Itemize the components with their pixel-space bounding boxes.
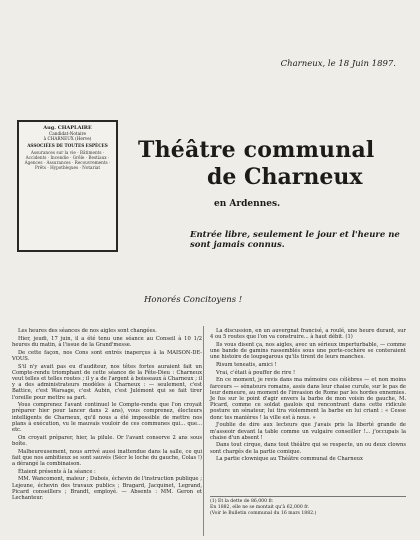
paragraph: Dans tout cirque, dans tout théâtre qui se respecte, un ou deux clowns sont chargés de la partie comique. (210, 442, 406, 455)
paragraph: Hier, jeudi, 17 juin, il a été tenu une séance au Conseil à 10 1/2 heures du matin, à l'issue de la Grand'messe. (12, 335, 202, 348)
title-line-2: de Charneux (207, 164, 363, 190)
column-divider (203, 326, 204, 536)
right-column (210, 328, 406, 464)
paragraph: Ils vous disent ça, nos aigles, avec un sérieux imperturbable, — comme une bande de gamins rassemblés sous une porte-cochère se conteraient une histoire de loupsgarous qu'ils tirent de leurs manches. (210, 341, 406, 361)
paragraph: Risum teneatis, amici ! (216, 362, 277, 369)
paragraph: Vous comprenez l'avant continuel le Compte-rendu que l'on croyait préparer hier pour lancer dans 2 ans), vous comprenez, électeurs intelligents de Charneux, qu'il nous a été impossible de mettre nos plans à exécution, vu le mauvais vouloir de ces communes qui... que... etc. (12, 402, 202, 434)
paragraph: MM. Wancomont, maïeur ; Dubois, échevin de l'instruction publique ; Lejeune, échevin des travaux publics ; Bragard, Jacquinet, Legrand, Picard conseillers ; Brandt, employé. — Absents : MM. Geron et Lechanteur. (12, 476, 202, 502)
greeting: Honorés Concitoyens ! (144, 295, 243, 305)
title-line-1: Théâtre communal (138, 137, 375, 163)
paragraph: La discussion, en un auvergnat francisé, a roulé, une heure durant, sur 4 ou 5 routes que l'on va construire... à haut débit. (1) (210, 328, 406, 341)
paragraph: La partie clownique au Théâtre communal de Charneux (216, 456, 363, 463)
title-subtitle: en Ardennes. (214, 199, 281, 209)
footnote: (1) Et la dette de 86,000 fr. (210, 499, 274, 504)
advertisement-box (17, 120, 118, 252)
footnote: (Voir le Bulletin communal du 16 mars 1882.) (210, 510, 317, 516)
ad-name: Aug. CHAPLAIRE (43, 125, 92, 131)
paragraph: J'oublie de dire aux lecteurs que j'avais pris la liberté grande de m'asseoir devant la table comme un vulgaire conseiller !... j'occupais la chaise d'un absent ! (210, 422, 406, 441)
paragraph: Vrai, c'était à pouffer de rire ! (216, 369, 296, 376)
ad-body: Assurances sur la vie · Bâtiments · Accidents · Incendie · Grêle · Bestiaux · Agences · Assurances · Recouvrements · Prêts · Hypothèques · Notariat (24, 150, 111, 170)
paragraph: Les heures des séances de nos aigles sont changées. (18, 328, 157, 334)
paragraph: Malheureusement, nous arrivé aussi inattendue dans la salle, ce qui fait que nos ambitieux se sont sauvés (Sécr le loche du gauche, Colas !) a dérangé la combinaison. (12, 448, 202, 468)
footnote: En 1882, elle ne se montait qu'à 62,000 fr. (210, 504, 310, 510)
left-column (12, 328, 202, 503)
title-lead: Entrée libre, seulement le jour et l'heure ne sont jamais connus. (190, 230, 400, 250)
ad-subtitle: Candidat-Notaire (49, 131, 86, 136)
paragraph: On croyait préparer, hier, la pilule. Or l'avant conserve 2 ans sous boîte. (12, 434, 202, 447)
dateline: Charneux, le 18 Juin 1897. (280, 59, 396, 69)
ad-heading: ASSOCIÉES DE TOUTES ESPÈCES (27, 143, 108, 148)
footnotes (210, 496, 406, 516)
paragraph: S'il n'y avait pas eu d'auditeur, nos têtes fortes auraient fait un Compte-rendu triomphant de cette séance de la Fête-Dieu : Charneux veut telles et telles routes ; il y a de l'argent à boisseaux à Charneux ; il y a des administrateurs modèles à Charneux : — seulement, c'est Battice, c'est Warsage, c'est Aubin, c'est Julémont qui se fait tirer l'oreille pour mettre sa part. (12, 363, 202, 401)
paragraph: Étaient présents à la séance : (18, 468, 96, 475)
paragraph: En ce moment, je revis dans ma mémoire ces célèbres — et non moins farceurs — sénateurs romains, assis dans leur chaise curule, sur le pas de leur demeure, au moment de l'invasion de Rome par les hordes ennemies. Je fus sur le point d'agir envers la barbe de mon voisin de gauche, M. Picard, comme ce soldat gaulois qui rencontrant dans cette ridicule posture un sénateur, lui tira violemment la barbe en lui criant : « Cesse donc tes manières ! la ville est à nous. » (210, 377, 406, 421)
ad-place: à CHARNEUX (Herve) (43, 136, 92, 141)
paragraph: De cette façon, nos Cons sont entrés inaperçus à la MAISON-DE-VOUS. (12, 349, 202, 362)
